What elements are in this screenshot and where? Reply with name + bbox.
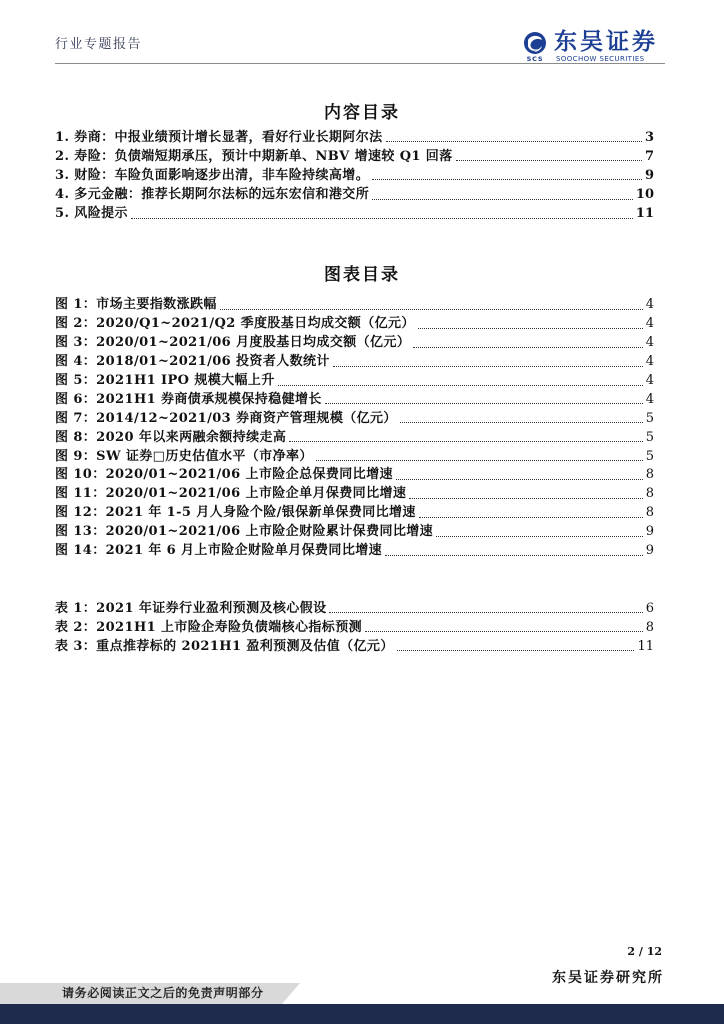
table-item-label: 表 2：2021H1 上市险企寿险负债端核心指标预测 bbox=[55, 619, 363, 635]
header-divider bbox=[55, 63, 665, 64]
toc-item-page: 3 bbox=[644, 129, 654, 145]
figure-item-page: 5 bbox=[645, 429, 654, 445]
figure-item-label: 图 14：2021 年 6 月上市险企财险单月保费同比增速 bbox=[55, 543, 383, 559]
figure-item-page: 4 bbox=[645, 354, 654, 370]
figure-item-page: 8 bbox=[645, 505, 654, 521]
footer-bar bbox=[0, 1004, 724, 1024]
figure-item-page: 4 bbox=[645, 316, 654, 332]
table-item[interactable] bbox=[55, 637, 654, 656]
toc-item[interactable] bbox=[55, 186, 654, 205]
dot-leader bbox=[456, 160, 642, 161]
dot-leader bbox=[419, 517, 643, 518]
contents-list bbox=[55, 128, 654, 224]
figures-list bbox=[55, 296, 654, 560]
figures-title: 图表目录 bbox=[324, 265, 400, 285]
dot-leader bbox=[386, 141, 642, 142]
table-item[interactable] bbox=[55, 618, 654, 637]
figure-item[interactable] bbox=[55, 315, 654, 334]
table-item-page: 11 bbox=[637, 638, 654, 654]
toc-item[interactable] bbox=[55, 166, 654, 185]
toc-item-label: 3. 财险：车险负面影响逐步出清，非车险持续高增。 bbox=[55, 167, 370, 183]
dot-leader bbox=[220, 309, 643, 310]
table-item[interactable] bbox=[55, 599, 654, 618]
figure-item[interactable] bbox=[55, 390, 654, 409]
figure-item[interactable] bbox=[55, 523, 654, 542]
dot-leader bbox=[325, 403, 643, 404]
dot-leader bbox=[289, 441, 642, 442]
figure-item-label: 图 13：2020/01~2021/06 上市险企财险累计保费同比增速 bbox=[55, 524, 434, 540]
figure-item[interactable] bbox=[55, 428, 654, 447]
figure-item-page: 4 bbox=[645, 335, 654, 351]
research-institute-label: 东吴证券研究所 bbox=[552, 970, 664, 986]
dot-leader bbox=[278, 385, 643, 386]
figure-item-label: 图 9：SW 证券□历史估值水平（市净率） bbox=[55, 448, 313, 464]
figure-item[interactable] bbox=[55, 466, 654, 485]
toc-item-page: 9 bbox=[644, 167, 654, 183]
figure-item-label: 图 4：2018/01~2021/06 投资者人数统计 bbox=[55, 354, 330, 370]
figure-item-label: 图 12：2021 年 1-5 月人身险个险/银保新单保费同比增速 bbox=[55, 505, 416, 521]
tables-list bbox=[55, 599, 654, 656]
toc-item-label: 2. 寿险：负债端短期承压，预计中期新单、NBV 增速较 Q1 回落 bbox=[55, 148, 453, 164]
dot-leader bbox=[365, 631, 643, 632]
figure-item-page: 4 bbox=[645, 297, 654, 313]
figure-item-label: 图 11：2020/01~2021/06 上市险企单月保费同比增速 bbox=[55, 486, 407, 502]
toc-item-label: 1. 券商：中报业绩预计增长显著，看好行业长期阿尔法 bbox=[55, 129, 383, 145]
figure-item[interactable] bbox=[55, 485, 654, 504]
dot-leader bbox=[333, 366, 643, 367]
soochow-logo-icon bbox=[520, 31, 550, 62]
figure-item[interactable] bbox=[55, 447, 654, 466]
dot-leader bbox=[413, 347, 642, 348]
dot-leader bbox=[436, 536, 643, 537]
dot-leader bbox=[131, 218, 633, 219]
figure-item[interactable] bbox=[55, 409, 654, 428]
figure-item-page: 5 bbox=[645, 448, 654, 464]
figure-item-label: 图 7：2014/12~2021/03 券商资产管理规模（亿元） bbox=[55, 410, 397, 426]
figure-item[interactable] bbox=[55, 353, 654, 372]
figure-item-page: 8 bbox=[645, 467, 654, 483]
report-type-label: 行业专题报告 bbox=[55, 37, 143, 52]
logo-name-en: SOOCHOW SECURITIES bbox=[556, 55, 645, 63]
figure-item-label: 图 10：2020/01~2021/06 上市险企总保费同比增速 bbox=[55, 467, 393, 483]
figure-item-label: 图 6：2021H1 券商债承规模保持稳健增长 bbox=[55, 391, 322, 407]
figure-item[interactable] bbox=[55, 372, 654, 391]
toc-item-page: 11 bbox=[635, 206, 654, 222]
logo-mark-text: SCS bbox=[526, 55, 544, 62]
figure-item-page: 5 bbox=[645, 410, 654, 426]
contents-title: 内容目录 bbox=[324, 103, 400, 123]
dot-leader bbox=[372, 179, 642, 180]
dot-leader bbox=[372, 199, 633, 200]
toc-item-page: 10 bbox=[635, 187, 654, 203]
toc-item[interactable] bbox=[55, 205, 654, 224]
dot-leader bbox=[396, 479, 643, 480]
dot-leader bbox=[397, 650, 635, 651]
dot-leader bbox=[316, 460, 643, 461]
disclaimer-text: 请务必阅读正文之后的免责声明部分 bbox=[62, 986, 264, 1000]
figure-item-label: 图 1：市场主要指数涨跌幅 bbox=[55, 297, 217, 313]
figure-item[interactable] bbox=[55, 542, 654, 561]
figure-item-label: 图 8：2020 年以来两融余额持续走高 bbox=[55, 429, 287, 445]
figure-item-label: 图 2：2020/Q1~2021/Q2 季度股基日均成交额（亿元） bbox=[55, 316, 415, 332]
figure-item-page: 8 bbox=[645, 486, 654, 502]
figure-item[interactable] bbox=[55, 334, 654, 353]
toc-item[interactable] bbox=[55, 147, 654, 166]
figure-item[interactable] bbox=[55, 296, 654, 315]
figure-item-label: 图 3：2020/01~2021/06 月度股基日均成交额（亿元） bbox=[55, 335, 411, 351]
table-item-label: 表 3：重点推荐标的 2021H1 盈利预测及估值（亿元） bbox=[55, 638, 394, 654]
figure-item-label: 图 5：2021H1 IPO 规模大幅上升 bbox=[55, 373, 275, 388]
dot-leader bbox=[418, 328, 643, 329]
toc-item[interactable] bbox=[55, 128, 654, 147]
figure-item-page: 4 bbox=[645, 373, 654, 388]
company-logo bbox=[520, 30, 666, 63]
figure-item-page: 9 bbox=[645, 543, 654, 559]
dot-leader bbox=[400, 422, 643, 423]
figure-item-page: 4 bbox=[645, 391, 654, 407]
table-item-page: 8 bbox=[645, 619, 654, 635]
page-number: 2 / 12 bbox=[627, 945, 662, 958]
figure-item-page: 9 bbox=[645, 524, 654, 540]
dot-leader bbox=[409, 498, 642, 499]
dot-leader bbox=[329, 612, 642, 613]
toc-item-page: 7 bbox=[644, 148, 654, 164]
table-item-label: 表 1：2021 年证券行业盈利预测及核心假设 bbox=[55, 600, 327, 616]
logo-name-cn: 东吴证券 bbox=[554, 29, 658, 55]
table-item-page: 6 bbox=[645, 600, 654, 616]
dot-leader bbox=[385, 555, 643, 556]
toc-item-label: 5. 风险提示 bbox=[55, 206, 128, 222]
figure-item[interactable] bbox=[55, 504, 654, 523]
toc-item-label: 4. 多元金融：推荐长期阿尔法标的远东宏信和港交所 bbox=[55, 187, 370, 203]
